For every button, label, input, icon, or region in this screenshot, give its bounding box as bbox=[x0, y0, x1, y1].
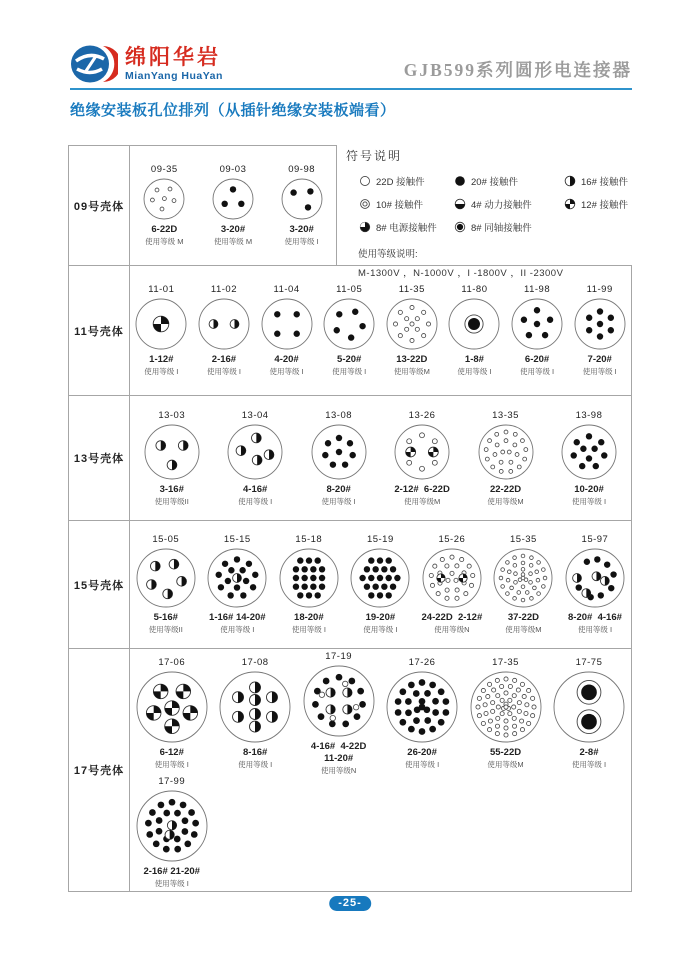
legend-item bbox=[453, 197, 563, 211]
connector-cell bbox=[267, 164, 336, 247]
connector-spec: 55-22D bbox=[489, 747, 522, 758]
connector-cell bbox=[547, 410, 630, 507]
legend-item bbox=[358, 174, 453, 188]
legend-item-label: 20# 接触件 bbox=[471, 177, 518, 188]
connector-insert-diagram bbox=[133, 787, 211, 865]
connector-usage-grade: 使用等级 I bbox=[571, 760, 607, 769]
connector-spec: 7-20# bbox=[587, 354, 612, 365]
connector-cell bbox=[464, 410, 547, 507]
contact-symbol-22D-icon bbox=[358, 174, 372, 188]
connector-spec: 2-16# 21-20# bbox=[143, 866, 200, 877]
connector-code: 15-26 bbox=[438, 534, 466, 545]
connector-code: 15-19 bbox=[366, 534, 394, 545]
connector-insert-diagram bbox=[195, 295, 253, 353]
connector-usage-grade: 使用等级 I bbox=[577, 625, 613, 634]
connector-spec: 10-20# bbox=[574, 483, 604, 495]
header-divider bbox=[70, 88, 632, 90]
connector-cell bbox=[380, 657, 463, 770]
connector-spec: 24-22D 2-12# bbox=[421, 612, 483, 623]
connector-spec: 13-22D bbox=[396, 354, 428, 365]
shell-label: 09号壳体 bbox=[69, 146, 130, 265]
connector-usage-grade: 使用等级 I bbox=[238, 496, 273, 506]
connector-usage-grade: 使用等级 I bbox=[238, 760, 273, 769]
connector-code: 17-75 bbox=[575, 657, 603, 668]
connector-insert-diagram bbox=[419, 545, 485, 611]
connector-spec: 18-20# bbox=[294, 612, 324, 623]
connector-insert-diagram bbox=[204, 545, 270, 611]
connector-code: 13-26 bbox=[408, 409, 436, 421]
logo-mark-icon bbox=[70, 42, 118, 86]
connector-usage-grade: 使用等级 I bbox=[332, 367, 367, 376]
company-logo bbox=[70, 42, 223, 86]
connector-insert-diagram bbox=[141, 421, 203, 483]
connector-spec: 8-20# 4-16# bbox=[568, 612, 622, 623]
connector-spec: 4-16# bbox=[243, 483, 268, 495]
legend-item-label: 16# 接触件 bbox=[581, 177, 628, 188]
connector-cell bbox=[130, 534, 202, 635]
shell-row-content bbox=[130, 266, 631, 395]
connector-usage-grade: 使用等级 I bbox=[457, 367, 492, 376]
connector-usage-grade: 使用等级M bbox=[393, 367, 430, 376]
connector-usage-grade: 使用等级M bbox=[487, 496, 524, 506]
shell-label: 13号壳体 bbox=[69, 396, 130, 520]
connector-cell bbox=[488, 534, 560, 635]
connector-insert-diagram bbox=[276, 545, 342, 611]
contact-symbol-8c-icon bbox=[453, 220, 467, 234]
connector-spec: 4-20# bbox=[274, 354, 299, 365]
legend-item-label: 8# 同轴接触件 bbox=[471, 223, 532, 234]
shell-label: 15号壳体 bbox=[69, 521, 130, 648]
shell-row bbox=[69, 395, 631, 520]
connector-code: 13-04 bbox=[241, 409, 269, 421]
legend-title: 符号说明 bbox=[346, 149, 403, 163]
shell-row-content bbox=[130, 649, 631, 891]
legend-item bbox=[358, 220, 453, 234]
contact-symbol-16-icon bbox=[563, 174, 577, 188]
connector-spec: 1-12# bbox=[149, 354, 174, 365]
connector-cell bbox=[297, 410, 380, 507]
legend-item-label: 8# 电源接触件 bbox=[376, 223, 437, 234]
connector-cell bbox=[199, 164, 268, 247]
contact-symbol-4-icon bbox=[453, 197, 467, 211]
connector-usage-grade: 使用等级N bbox=[434, 625, 470, 634]
connector-code: 11-02 bbox=[210, 284, 237, 295]
legend-item bbox=[453, 174, 563, 188]
connector-usage-grade: 使用等级 I bbox=[206, 367, 242, 376]
connector-spec: 6-12# bbox=[159, 747, 184, 758]
contact-symbol-10-icon bbox=[358, 197, 372, 211]
connector-cell bbox=[273, 534, 345, 635]
connector-usage-grade: 使用等级M bbox=[487, 760, 524, 769]
connector-insert-diagram bbox=[209, 175, 257, 223]
connector-insert-diagram bbox=[308, 421, 370, 483]
symbol-legend bbox=[346, 147, 634, 279]
connector-cell bbox=[130, 410, 213, 507]
shell-row bbox=[69, 648, 631, 891]
document-title: GJB599系列圆形电连接器 bbox=[403, 60, 632, 80]
legend-item bbox=[358, 197, 453, 211]
connector-insert-diagram bbox=[132, 295, 190, 353]
connector-code: 15-05 bbox=[152, 534, 180, 545]
connector-usage-grade: 使用等级 I bbox=[154, 879, 189, 888]
connector-code: 17-19 bbox=[325, 651, 353, 662]
connector-spec: 8-16# bbox=[243, 747, 268, 758]
connector-cell bbox=[547, 657, 630, 770]
connector-code: 15-18 bbox=[295, 534, 323, 545]
connector-spec: 6-20# bbox=[524, 354, 550, 365]
connector-insert-diagram bbox=[550, 668, 628, 746]
connector-usage-grade: 使用等级N bbox=[320, 766, 357, 775]
connector-spec: 1-8# bbox=[464, 354, 484, 365]
connector-spec: 37-22D bbox=[507, 612, 539, 623]
legend-item-label: 22D 接触件 bbox=[376, 177, 425, 188]
shell-row bbox=[69, 520, 631, 648]
connector-spec: 22-22D bbox=[489, 483, 522, 495]
section-title: 绝缘安装板孔位排列（从插针绝缘安装板端看） bbox=[70, 102, 396, 119]
page-number-badge: -25- bbox=[329, 896, 371, 911]
contact-symbol-8p-icon bbox=[358, 220, 372, 234]
connector-code: 13-08 bbox=[325, 409, 353, 421]
connector-usage-grade: 使用等级 M bbox=[213, 237, 253, 246]
connector-insert-diagram bbox=[133, 545, 199, 611]
connector-usage-grade: 使用等级 I bbox=[269, 367, 304, 376]
shell-row-content bbox=[130, 146, 336, 265]
connector-code: 15-35 bbox=[510, 534, 537, 545]
shell-row-content bbox=[130, 521, 631, 648]
connector-cell bbox=[443, 284, 506, 377]
contact-symbol-12-icon bbox=[563, 197, 577, 211]
connector-spec: 4-16# 4-22D bbox=[310, 741, 367, 752]
connector-spec: 2-12# 6-22D bbox=[394, 483, 450, 495]
connector-cell bbox=[255, 284, 318, 377]
connector-spec: 8-20# bbox=[326, 483, 351, 495]
connector-code: 15-97 bbox=[581, 534, 609, 545]
connector-insert-diagram bbox=[300, 662, 378, 740]
connector-spec: 26-20# bbox=[407, 747, 437, 758]
legend-item bbox=[563, 197, 646, 211]
connector-usage-grade: 使用等级 I bbox=[284, 237, 319, 246]
connector-code: 17-06 bbox=[158, 657, 186, 668]
connector-insert-diagram bbox=[571, 295, 629, 353]
connector-insert-diagram bbox=[508, 295, 566, 353]
shell-row-content bbox=[130, 396, 631, 520]
connector-code: 13-98 bbox=[575, 409, 603, 421]
connector-usage-grade: 使用等级M bbox=[403, 496, 441, 506]
shell-rows bbox=[68, 265, 632, 892]
shell-row-09 bbox=[68, 145, 337, 265]
shell-label: 11号壳体 bbox=[69, 266, 130, 395]
connector-code: 11-99 bbox=[586, 284, 613, 295]
connector-cell bbox=[130, 284, 193, 377]
connector-usage-grade: 使用等级M bbox=[505, 625, 542, 634]
connector-cell bbox=[416, 534, 488, 635]
connector-cell bbox=[318, 284, 381, 377]
connector-insert-diagram bbox=[391, 421, 453, 483]
connector-cell bbox=[202, 534, 274, 635]
connector-cell bbox=[381, 284, 444, 377]
connector-insert-diagram bbox=[347, 545, 413, 611]
connector-usage-grade: 使用等级 I bbox=[321, 496, 356, 506]
connector-code: 11-01 bbox=[148, 284, 175, 295]
connector-cell bbox=[464, 657, 547, 770]
brand-name-cn: 绵阳华岩 bbox=[125, 46, 221, 70]
connector-cell bbox=[506, 284, 569, 377]
connector-insert-diagram bbox=[562, 545, 628, 611]
connector-cell bbox=[130, 657, 213, 770]
connector-usage-grade: 使用等级 I bbox=[363, 625, 398, 634]
connector-usage-grade: 使用等级 I bbox=[571, 496, 607, 506]
connector-code: 09-35 bbox=[150, 164, 178, 175]
shell-row bbox=[69, 266, 631, 395]
connector-spec: 2-8# bbox=[579, 747, 599, 758]
connector-insert-diagram bbox=[278, 175, 326, 223]
insert-arrangement-table bbox=[68, 145, 632, 892]
connector-insert-diagram bbox=[133, 668, 211, 746]
connector-code: 13-03 bbox=[158, 409, 186, 421]
connector-insert-diagram bbox=[216, 668, 294, 746]
connector-code: 17-35 bbox=[492, 657, 519, 668]
connector-spec: 3-16# bbox=[159, 483, 184, 495]
legend-item bbox=[453, 220, 563, 234]
connector-cell bbox=[559, 534, 631, 635]
connector-code: 09-98 bbox=[288, 164, 316, 175]
connector-spec: 6-22D bbox=[151, 224, 178, 235]
legend-grade-text: M-1300V ，N-1000V ，I -1800V ，II -2300V bbox=[358, 268, 564, 279]
connector-code: 17-99 bbox=[158, 776, 186, 787]
connector-cell bbox=[345, 534, 417, 635]
connector-cell bbox=[568, 284, 631, 377]
legend-item-label: 4# 动力接触件 bbox=[471, 200, 532, 211]
connector-code: 11-98 bbox=[524, 284, 551, 295]
legend-items bbox=[358, 174, 634, 234]
connector-usage-grade: 使用等级 M bbox=[145, 237, 184, 246]
connector-usage-grade: 使用等级 I bbox=[582, 367, 617, 376]
legend-item-label: 12# 接触件 bbox=[581, 200, 628, 211]
connector-cell bbox=[297, 651, 380, 776]
connector-usage-grade: 使用等级 I bbox=[519, 367, 555, 376]
connector-cell bbox=[193, 284, 256, 377]
connector-code: 17-08 bbox=[241, 657, 269, 668]
connector-insert-diagram bbox=[490, 545, 556, 611]
connector-insert-diagram bbox=[140, 175, 188, 223]
connector-code: 15-15 bbox=[223, 534, 251, 545]
connector-code: 13-35 bbox=[492, 409, 519, 421]
connector-insert-diagram bbox=[383, 668, 461, 746]
connector-usage-grade: 使用等级 I bbox=[291, 625, 326, 634]
legend-item-label: 10# 接触件 bbox=[376, 200, 423, 211]
connector-spec: 1-16# 14-20# bbox=[209, 612, 266, 623]
contact-symbol-20-icon bbox=[453, 174, 467, 188]
connector-insert-diagram bbox=[467, 668, 545, 746]
header bbox=[70, 36, 632, 86]
connector-insert-diagram bbox=[320, 295, 378, 353]
connector-insert-diagram bbox=[258, 295, 316, 353]
connector-spec-line2: 11-20# bbox=[324, 753, 354, 764]
connector-usage-grade: 使用等级II bbox=[148, 625, 183, 634]
connector-insert-diagram bbox=[224, 421, 286, 483]
connector-usage-grade: 使用等级 I bbox=[405, 760, 440, 769]
connector-cell bbox=[380, 410, 463, 507]
connector-spec: 19-20# bbox=[365, 612, 396, 623]
connector-code: 09-03 bbox=[219, 164, 247, 175]
connector-insert-diagram bbox=[475, 421, 537, 483]
shell-label: 17号壳体 bbox=[69, 649, 130, 891]
connector-code: 17-26 bbox=[408, 657, 436, 668]
connector-spec: 5-16# bbox=[153, 612, 178, 623]
brand-name-en: MianYang HuaYan bbox=[125, 69, 223, 82]
connector-cell bbox=[130, 164, 199, 247]
connector-spec: 3-20# bbox=[289, 224, 314, 235]
connector-insert-diagram bbox=[383, 295, 441, 353]
connector-code: 11-04 bbox=[273, 284, 300, 295]
connector-code: 11-05 bbox=[336, 284, 363, 295]
connector-cell bbox=[213, 410, 296, 507]
connector-insert-diagram bbox=[558, 421, 620, 483]
connector-usage-grade: 使用等级 I bbox=[144, 367, 179, 376]
connector-spec: 2-16# bbox=[211, 354, 237, 365]
connector-code: 11-80 bbox=[461, 284, 488, 295]
connector-spec: 5-20# bbox=[337, 354, 362, 365]
legend-item bbox=[563, 174, 646, 188]
connector-insert-diagram bbox=[445, 295, 503, 353]
connector-usage-grade: 使用等级 I bbox=[154, 760, 189, 769]
legend-grade-title: 使用等级说明: bbox=[358, 249, 418, 260]
connector-code: 11-35 bbox=[398, 284, 425, 295]
connector-spec: 3-20# bbox=[220, 224, 246, 235]
connector-cell bbox=[213, 657, 296, 770]
connector-usage-grade: 使用等级II bbox=[154, 496, 189, 506]
connector-cell bbox=[130, 776, 213, 889]
connector-usage-grade: 使用等级 I bbox=[220, 625, 255, 634]
